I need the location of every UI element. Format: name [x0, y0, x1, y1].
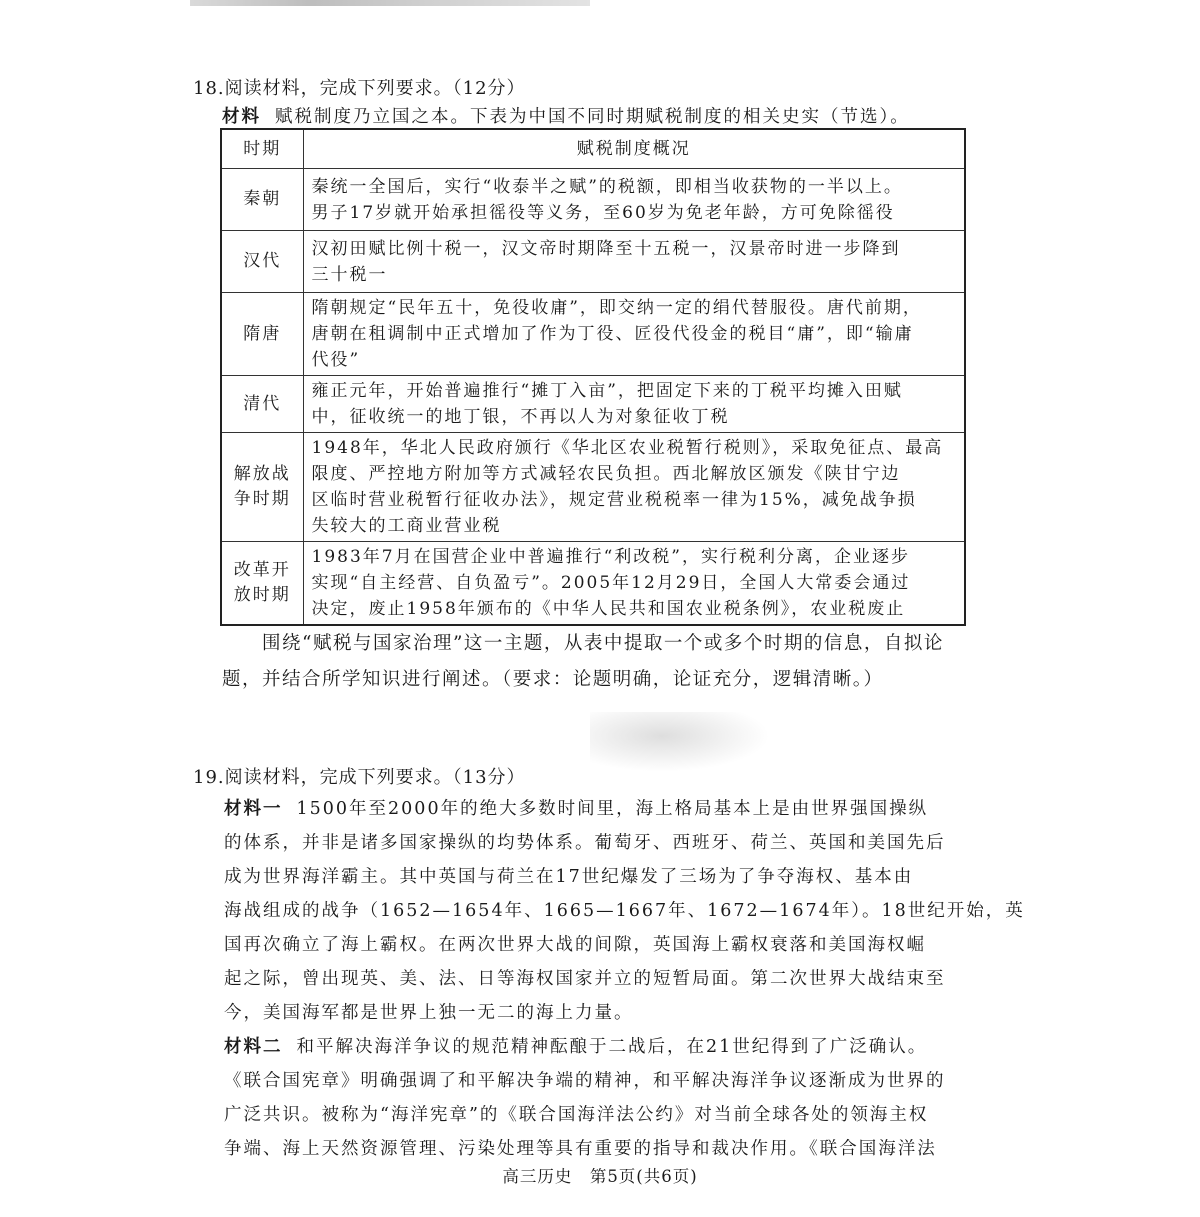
table-row: [221, 376, 965, 433]
overview-cell: [303, 293, 965, 376]
overview-line: 男子17岁就开始承担徭役等义务，至60岁为免老年龄，方可免除徭役: [311, 202, 895, 223]
table-header-row: [221, 129, 965, 169]
overview-line: 实现“自主经营、自负盈亏”。2005年12月29日，全国人大常委会通过: [311, 573, 911, 593]
overview-cell: [303, 169, 965, 231]
material-text: 成为世界海洋霸主。其中英国与荷兰在17世纪爆发了三场为了争夺海权、基本由: [224, 867, 914, 887]
period-text: 解放战: [233, 464, 291, 484]
overview-line: 中，征收统一的地丁银，不再以人为对象征收丁税: [311, 407, 730, 427]
material-line: [224, 795, 928, 820]
period-text: 放时期: [233, 585, 291, 605]
overview-line: 1948年，华北人民政府颁行《华北区农业税暂行税则》，采取免征点、最高: [311, 438, 944, 458]
overview-line: 失较大的工商业营业税: [311, 516, 502, 536]
q18-material-intro: [222, 103, 910, 128]
table-row: [221, 433, 965, 542]
overview-line: 决定，废止1958年颁布的《中华人民共和国农业税条例》，农业税废止: [311, 599, 906, 619]
material-label: 材料二: [224, 1037, 283, 1057]
material-text: 海战组成的战争（1652—1654年、1665—1667年、1672—1674年）。18世纪开始，英: [224, 901, 1025, 921]
period-cell: [221, 376, 303, 433]
period-cell: [221, 293, 303, 376]
q18-title: 18.阅读材料，完成下列要求。（12分）: [193, 78, 526, 99]
overview-cell: [303, 376, 965, 433]
material-text: 起之际，曾出现英、美、法、日等海权国家并立的短暂局面。第二次世界大战结束至: [224, 969, 946, 989]
material-text: 《联合国宪章》明确强调了和平解决争端的精神，和平解决海洋争议逐渐成为世界的: [224, 1071, 946, 1091]
material-line: [224, 863, 913, 888]
overview-line: 隋朝规定“民年五十，免役收庸”，即交纳一定的绢代替服役。唐代前期，: [311, 298, 922, 318]
material-text: 1500年至2000年的绝大多数时间里，海上格局基本上是由世界强国操纵: [296, 799, 929, 819]
overview-line: 1983年7月在国营企业中普遍推行“利改税”，实行税利分离，企业逐步: [311, 547, 910, 567]
material-line: [224, 1135, 937, 1160]
material-text: 争端、海上天然资源管理、污染处理等具有重要的指导和裁决作用。《联合国海洋法: [224, 1139, 937, 1159]
material-line: [224, 1101, 928, 1126]
material-line: [224, 931, 926, 956]
material-label: 材料一: [224, 799, 283, 819]
period-text: 改革开: [233, 560, 291, 580]
period-text: 汉代: [243, 251, 282, 271]
material-line: [224, 897, 1025, 922]
q18-task-line1: 围绕“赋税与国家治理”这一主题，从表中提取一个或多个时期的信息，自拟论: [262, 633, 944, 654]
period-text: 隋唐: [243, 323, 282, 344]
period-text: 争时期: [233, 489, 291, 509]
overview-line: 秦统一全国后，实行“收泰半之赋”的税额，即相当收获物的一半以上。: [311, 176, 903, 197]
overview-line: 三十税一: [311, 264, 388, 285]
tax-system-table: [220, 128, 966, 626]
overview-line: 雍正元年，开始普遍推行“摊丁入亩”，把固定下来的丁税平均摊入田赋: [311, 381, 903, 401]
material-line: [224, 1033, 927, 1058]
scan-smudge: [590, 712, 770, 772]
table-row: [221, 231, 965, 293]
header-period: 时期: [221, 129, 303, 169]
q19-title: 19.阅读材料，完成下列要求。（13分）: [193, 767, 526, 788]
period-cell: [221, 231, 303, 293]
overview-line: 汉初田赋比例十税一，汉文帝时期降至十五税一，汉景帝时进一步降到: [311, 238, 901, 259]
material-text: 国再次确立了海上霸权。在两次世界大战的间隙，英国海上霸权衰落和美国海权崛: [224, 935, 926, 955]
table-row: [221, 169, 965, 231]
period-cell: [221, 169, 303, 231]
q18-task: [222, 626, 972, 698]
material-text: 今，美国海军都是世界上独一无二的海上力量。: [224, 1003, 634, 1023]
overview-cell: [303, 231, 965, 293]
overview-line: 区临时营业税暂行征收办法》，规定营业税税率一律为15%，减免战争损: [311, 490, 917, 510]
q18-material-label: 材料: [222, 107, 261, 127]
table-row: [221, 542, 965, 626]
overview-cell: [303, 542, 965, 626]
material-text: 和平解决海洋争议的规范精神酝酿于二战后，在21世纪得到了广泛确认。: [296, 1037, 928, 1057]
overview-line: 限度、严控地方附加等方式减轻农民负担。西北解放区颁发《陕甘宁边: [311, 464, 901, 484]
period-text: 秦朝: [243, 189, 282, 209]
period-text: 清代: [243, 393, 282, 414]
period-cell: [221, 542, 303, 626]
q18-task-line2: 题，并结合所学知识进行阐述。（要求：论题明确，论证充分，逻辑清晰。）: [222, 669, 884, 690]
period-cell: [221, 433, 303, 542]
overview-line: 代役”: [311, 350, 361, 370]
material-text: 的体系，并非是诸多国家操纵的均势体系。葡萄牙、西班牙、荷兰、英国和美国先后: [224, 833, 946, 853]
material-line: [224, 1067, 946, 1092]
material-line: [224, 829, 946, 854]
material-line: [224, 965, 946, 990]
material-text: 广泛共识。被称为“海洋宪章”的《联合国海洋法公约》对当前全球各处的领海主权: [224, 1105, 929, 1125]
overview-cell: [303, 433, 965, 542]
header-overview: 赋税制度概况: [303, 129, 965, 169]
overview-line: 唐朝在租调制中正式增加了作为丁役、匠役代役金的税目“庸”，即“输庸: [311, 324, 914, 344]
table-row: [221, 293, 965, 376]
scan-artifact: [190, 0, 590, 6]
q18-material-text: 赋税制度乃立国之本。下表为中国不同时期赋税制度的相关史实（节选）。: [275, 107, 910, 127]
page-footer: 高三历史 第5页(共6页): [502, 1167, 698, 1186]
material-line: [224, 999, 634, 1024]
